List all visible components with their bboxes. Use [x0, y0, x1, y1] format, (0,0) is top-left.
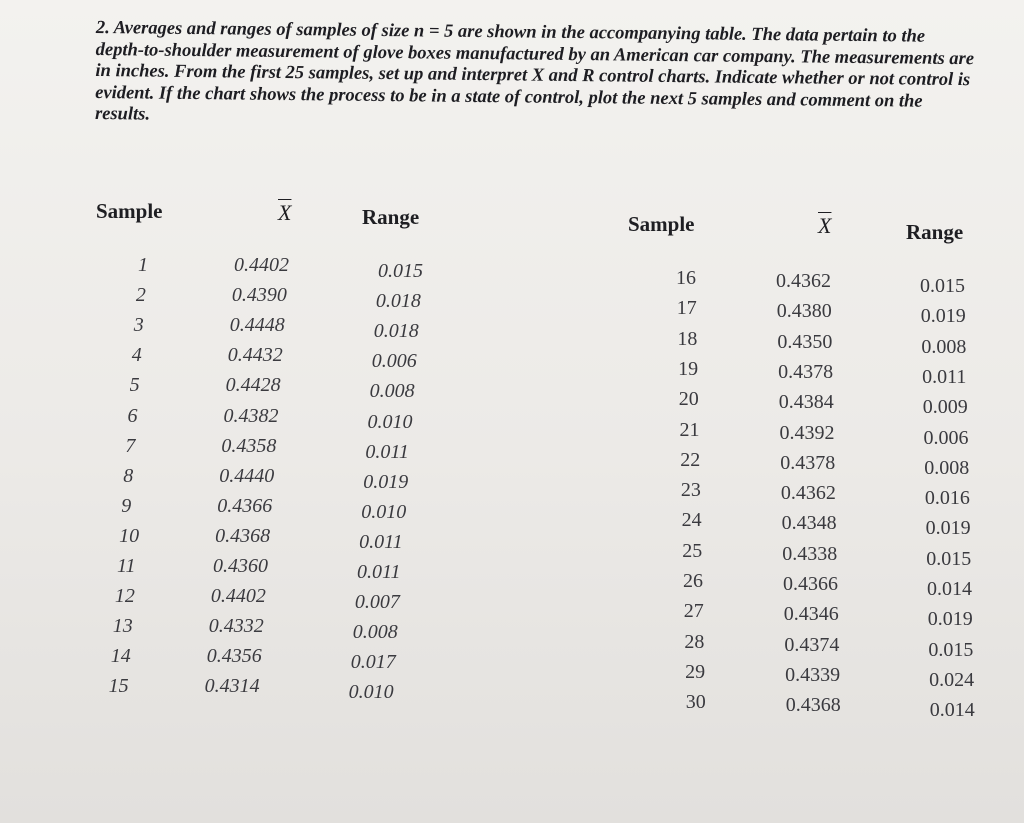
left-table-xbar-cell: 0.4382 [223, 404, 279, 427]
right-table-xbar-cell: 0.4366 [783, 573, 838, 595]
right-table-sample-cell: 16 [676, 267, 696, 289]
right-table-xbar-cell: 0.4346 [783, 603, 839, 626]
left-table-sample-cell: 7 [125, 434, 136, 457]
right-table-xbar-cell: 0.4384 [778, 391, 834, 414]
left-table-sample-cell: 11 [117, 555, 136, 577]
right-table-sample-cell: 17 [676, 297, 697, 320]
right-table-range-cell: 0.016 [924, 487, 970, 510]
left-header-range: Range [362, 205, 420, 229]
right-table-sample-cell: 27 [683, 600, 704, 623]
right-table-xbar-cell: 0.4339 [785, 663, 841, 686]
right-table-xbar-cell: 0.4362 [780, 482, 836, 505]
right-table-range-cell: 0.008 [924, 456, 970, 479]
left-table-range-cell: 0.015 [378, 260, 423, 282]
left-table-range-cell: 0.018 [375, 290, 421, 313]
right-table-range-cell: 0.019 [927, 608, 973, 631]
left-table-range-cell: 0.007 [354, 591, 400, 614]
left-table-xbar-cell: 0.4314 [204, 675, 260, 698]
right-table-range-cell: 0.015 [926, 547, 972, 570]
right-table-xbar-cell: 0.4350 [777, 330, 833, 353]
right-table-sample-cell: 19 [678, 357, 699, 380]
right-table-xbar-cell: 0.4338 [782, 542, 838, 565]
right-table-range-cell: 0.006 [923, 426, 969, 449]
left-table-xbar-cell: 0.4428 [225, 374, 281, 397]
left-table-xbar-cell: 0.4402 [234, 254, 289, 276]
right-table-sample-cell: 20 [678, 388, 699, 411]
right-table-sample-cell: 23 [680, 479, 701, 502]
left-header-xbar: $\overline{X}$ [278, 200, 292, 225]
right-table-sample-cell: 29 [685, 660, 706, 683]
left-table-xbar-cell: 0.4358 [221, 434, 277, 457]
right-table-xbar-cell: 0.4378 [778, 360, 834, 383]
left-table-sample-cell: 5 [129, 374, 140, 397]
right-table-xbar-cell: 0.4348 [781, 512, 837, 535]
left-table-range-cell: 0.018 [373, 320, 419, 343]
left-table-range-cell: 0.017 [350, 651, 396, 674]
right-table-range-cell: 0.009 [922, 396, 968, 419]
left-table-xbar-cell: 0.4432 [227, 344, 283, 367]
right-table-range-cell: 0.015 [920, 275, 965, 297]
left-table-range-cell: 0.011 [365, 440, 409, 463]
right-table-xbar-cell: 0.4392 [779, 421, 835, 444]
left-table-xbar-cell: 0.4356 [206, 645, 262, 668]
right-table-sample-cell: 24 [681, 509, 702, 532]
right-header-sample: Sample [628, 212, 695, 236]
left-header-sample: Sample [96, 199, 163, 223]
left-table-range-cell: 0.010 [348, 681, 394, 704]
right-header-range: Range [906, 220, 964, 244]
right-table-xbar-cell: 0.4374 [784, 633, 840, 656]
left-table-range-cell: 0.010 [361, 500, 407, 523]
left-table-xbar-cell: 0.4366 [217, 494, 273, 517]
left-table-sample-cell: 8 [123, 464, 134, 487]
left-table-range-cell: 0.019 [363, 470, 409, 493]
left-table-xbar-cell: 0.4332 [208, 615, 264, 638]
right-table-range-cell: 0.019 [925, 517, 971, 540]
right-table-xbar-cell: 0.4362 [776, 270, 831, 292]
left-table-xbar-cell: 0.4390 [231, 284, 287, 307]
left-table-sample-cell: 14 [110, 645, 131, 668]
right-table-range-cell: 0.008 [921, 335, 967, 358]
right-table-sample-cell: 28 [684, 630, 705, 653]
right-table-xbar-cell: 0.4380 [776, 300, 832, 323]
left-table-sample-cell: 4 [131, 344, 142, 367]
right-table-range-cell: 0.014 [927, 578, 972, 600]
left-table-range-cell: 0.011 [357, 561, 401, 583]
left-table-range-cell: 0.008 [352, 621, 398, 644]
left-table-xbar-cell: 0.4402 [210, 585, 266, 608]
left-table-sample-cell: 9 [121, 494, 132, 517]
right-table-sample-cell: 18 [677, 327, 698, 350]
right-table-sample-cell: 22 [680, 448, 701, 471]
right-header-xbar: $\overline{X}$ [818, 213, 832, 238]
right-table-xbar-cell: 0.4368 [785, 694, 841, 717]
left-table-sample-cell: 6 [127, 404, 138, 427]
right-table-range-cell: 0.011 [922, 365, 967, 388]
left-table-sample-cell: 3 [133, 314, 144, 337]
left-table-range-cell: 0.010 [367, 410, 413, 433]
left-table-range-cell: 0.008 [369, 380, 415, 403]
left-table-sample-cell: 10 [119, 524, 140, 547]
left-table-xbar-cell: 0.4448 [229, 314, 285, 337]
right-table-sample-cell: 26 [683, 570, 703, 592]
right-table-sample-cell: 21 [679, 418, 700, 441]
right-table-range-cell: 0.015 [928, 638, 974, 661]
left-table-xbar-cell: 0.4360 [213, 555, 268, 577]
right-table-range-cell: 0.019 [920, 305, 966, 328]
left-table-sample-cell: 1 [138, 254, 148, 276]
right-table-range-cell: 0.024 [929, 668, 975, 691]
left-table-sample-cell: 2 [135, 284, 146, 307]
right-table-sample-cell: 25 [682, 539, 703, 562]
left-table-xbar-cell: 0.4368 [215, 524, 271, 547]
right-table-range-cell: 0.014 [929, 699, 975, 722]
left-table-sample-cell: 13 [112, 615, 133, 638]
right-table-sample-cell: 30 [685, 691, 706, 714]
left-table-range-cell: 0.006 [371, 350, 417, 373]
left-table-sample-cell: 15 [108, 675, 129, 698]
problem-statement: 2. Averages and ranges of samples of size n = 5 are shown in the accompanying table. The data pertain to the depth-to-shoulder measurement of glove boxes manufactured by an American car company. The measurements are in inches. From the first 25 samples, set up and interpret X and R control charts. Indicate whether or not control is evident. If the chart shows the process to be in a state of control, plot the next 5 samples and comment on the results. [94, 18, 975, 125]
left-table-xbar-cell: 0.4440 [219, 464, 275, 487]
right-table-xbar-cell: 0.4378 [780, 451, 836, 474]
left-table-range-cell: 0.011 [359, 530, 403, 553]
left-table-sample-cell: 12 [114, 585, 135, 608]
